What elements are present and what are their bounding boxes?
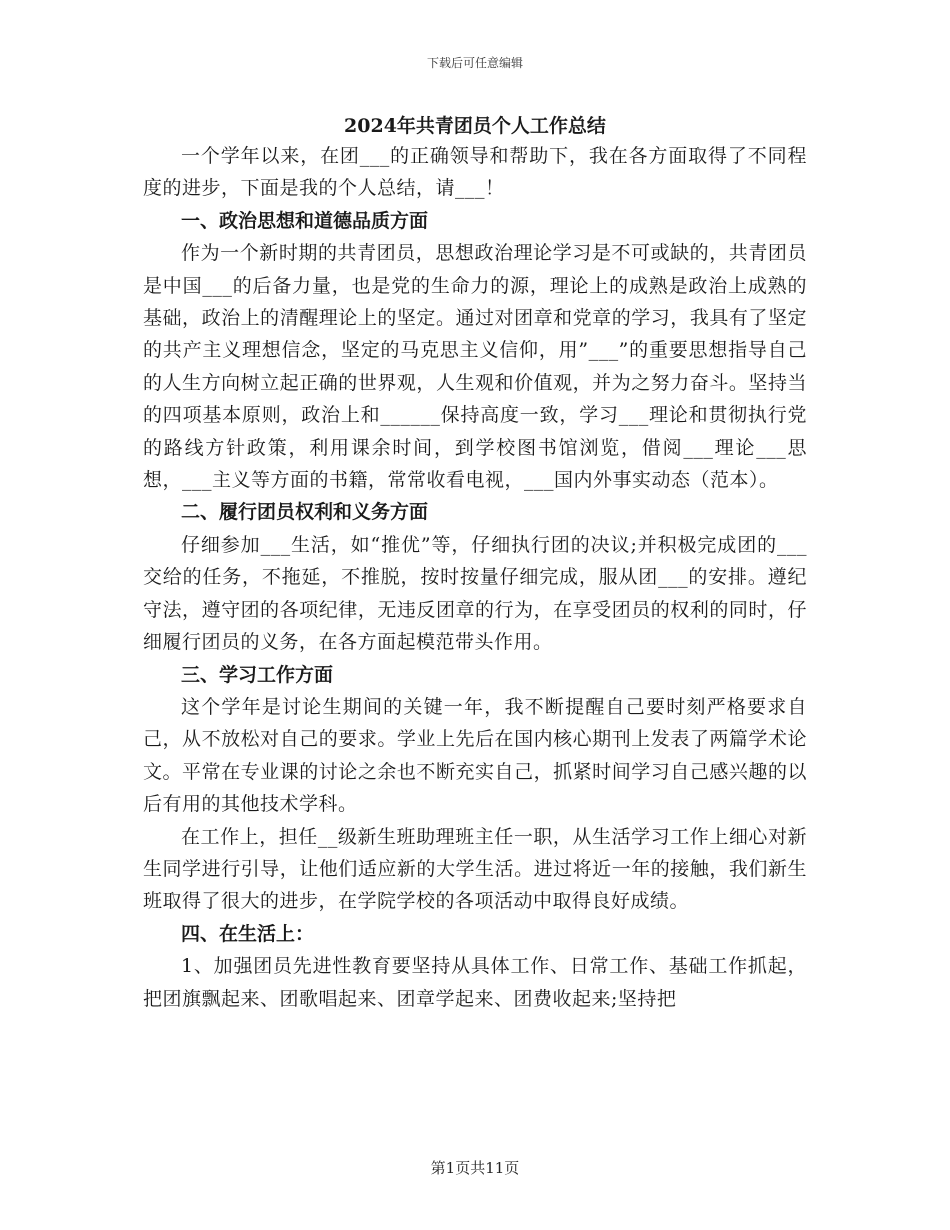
page-header-note: 下载后可任意编辑 [426, 56, 523, 70]
section-heading-study-work: 三、学习工作方面 [181, 663, 334, 686]
section-work-paragraph: 在工作上，担任__级新生班助理班主任一职，从生活学习工作上细心对新生同学进行引导，让他们适应新的大学生活。进过将近一年的接触，我们新生班取得了很大的进步，在学院学校的各项活动中取得良好成绩。 [143, 825, 807, 913]
section-politics-paragraph: 作为一个新时期的共青团员，思想政治理论学习是不可或缺的，共青团员是中国___的后备力量，也是党的生命力的源，理论上的成熟是政治上成熟的基础，政治上的清醒理论上的坚定。通过对团章和党章的学习，我具有了坚定的共产主义理想信念，坚定的马克思主义信仰，用”___”的重要思想指导自己的人生方向树立起正确的世界观，人生观和价值观，并为之努力奋斗。坚持当的四项基本原则，政治上和______保持高度一致，学习___理论和贯彻执行党的路线方针政策，利用课余时间，到学校图书馆浏览，借阅___理论___思想，___主义等方面的书籍，常常收看电视，___国内外事实动态（范本）。 [143, 242, 807, 492]
document-body [143, 112, 807, 1015]
intro-paragraph: 一个学年以来，在团___的正确领导和帮助下，我在各方面取得了不同程度的进步，下面是我的个人总结，请___！ [143, 145, 807, 200]
section-heading-life: 四、在生活上： [181, 922, 315, 945]
section-heading-duties: 二、履行团员权利和义务方面 [181, 501, 429, 524]
section-heading-politics: 一、政治思想和道德品质方面 [181, 209, 429, 232]
page-footer-number: 第1页共11页 [430, 1159, 520, 1177]
document-title: 2024年共青团员个人工作总结 [344, 115, 606, 137]
section-life-paragraph: 1、加强团员先进性教育要坚持从具体工作、日常工作、基础工作抓起，把团旗飘起来、团歌唱起来、团章学起来、团费收起来;坚持把 [143, 955, 807, 1010]
section-study-paragraph: 这个学年是讨论生期间的关键一年，我不断提醒自己要时刻严格要求自己，从不放松对自己的要求。学业上先后在国内核心期刊上发表了两篇学术论文。平常在专业课的讨论之余也不断充实自己，抓紧时间学习自己感兴趣的以后有用的其他技术学科。 [143, 695, 807, 816]
section-duties-paragraph: 仔细参加___生活，如“推优”等，仔细执行团的决议;并积极完成团的___交给的任务，不拖延，不推脱，按时按量仔细完成，服从团___的安排。遵纪守法，遵守团的各项纪律，无违反团章的行为，在享受团员的权利的同时，仔细履行团员的义务，在各方面起模范带头作用。 [143, 533, 807, 654]
